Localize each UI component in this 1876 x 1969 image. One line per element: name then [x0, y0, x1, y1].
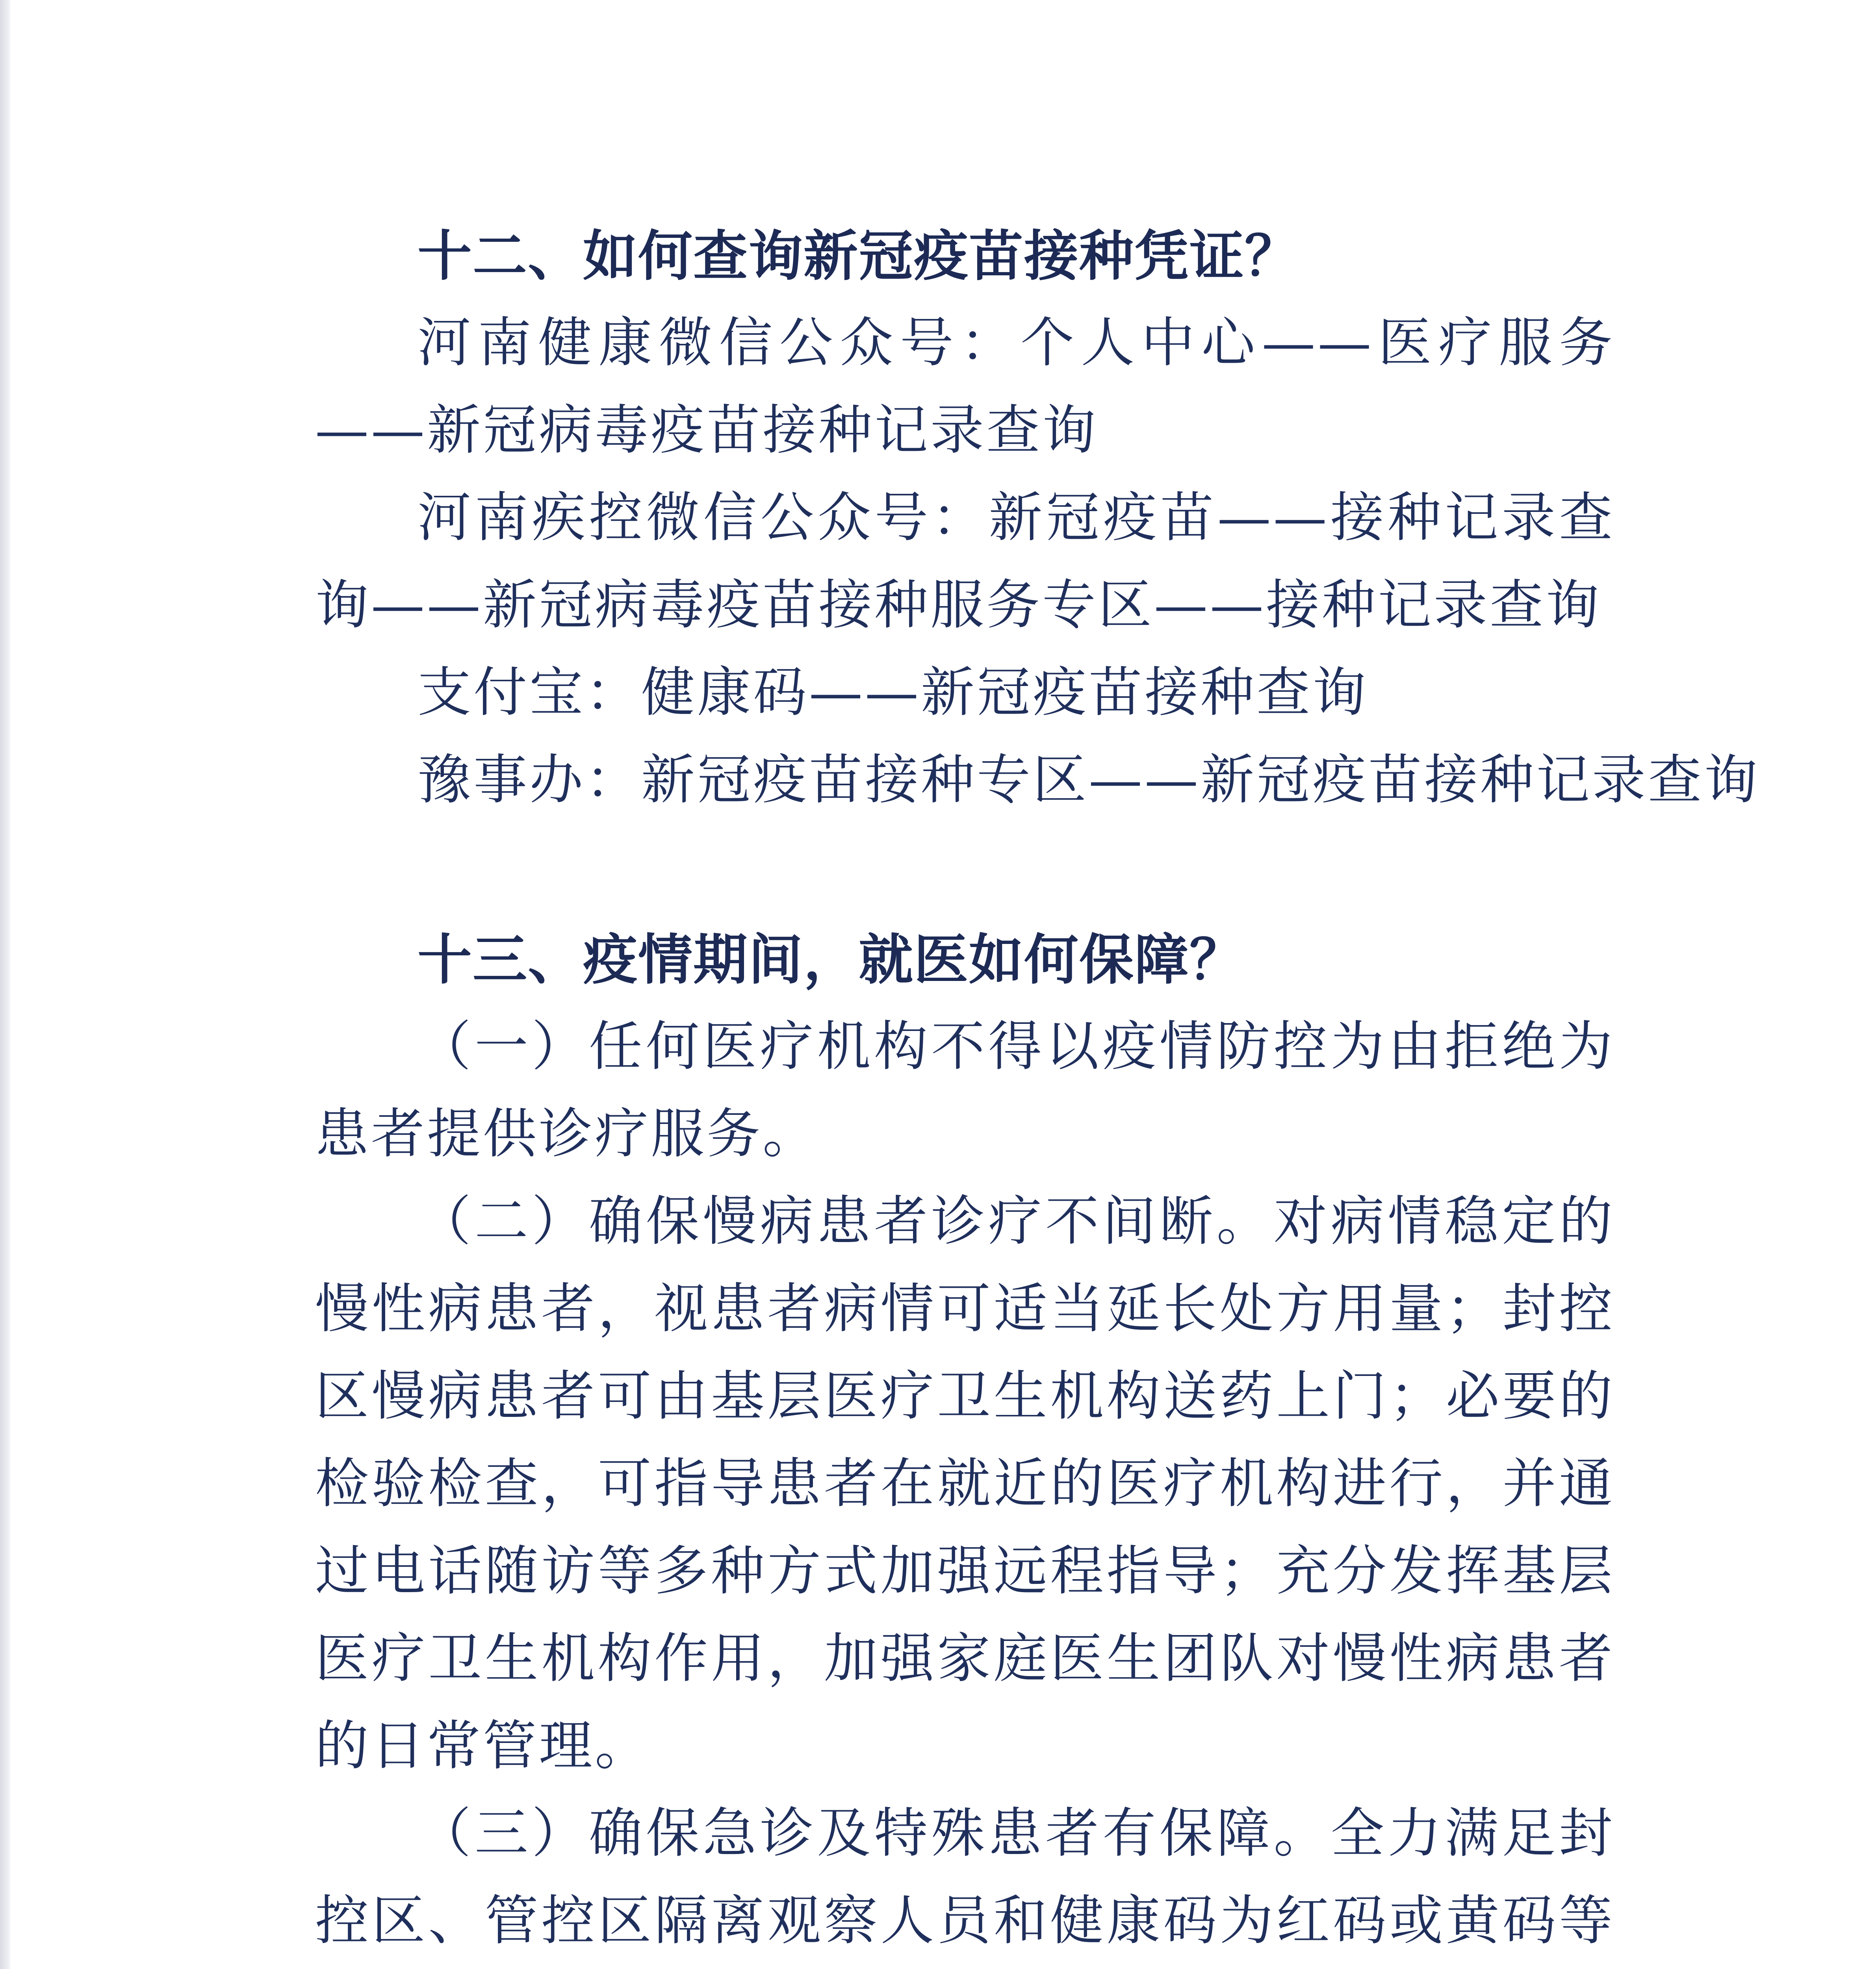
section-12-heading: 十二、如何查询新冠疫苗接种凭证？ — [418, 224, 1300, 288]
document-page — [315, 213, 1760, 1969]
section-12-item-henan-cdc: 河南疾控微信公众号：新冠疫苗——接种记录查询——新冠病毒疫苗接种服务专区——接种记录查询 — [315, 487, 1615, 636]
section-gap — [315, 824, 1615, 916]
section-12-item-alipay: 支付宝：健康码——新冠疫苗接种查询 — [418, 662, 1368, 724]
section-12-item-henan-health: 河南健康微信公众号：个人中心——医疗服务——新冠病毒疫苗接种记录查询 — [315, 312, 1615, 462]
section-13-paragraph-2: （二）确保慢病患者诊疗不间断。对病情稳定的慢性病患者，视患者病情可适当延长处方用量；封控区慢病患者可由基层医疗卫生机构送药上门；必要的检验检查，可指导患者在就近的医疗机构进行，并通过电话随访等多种方式加强远程指导；充分发挥基层医疗卫生机构作用，加强家庭医生团队对慢性病患者的日常管理。 — [315, 1190, 1615, 1777]
scan-edge-shadow — [0, 0, 10, 1969]
section-12-item-yushiban: 豫事办：新冠疫苗接种专区——新冠疫苗接种记录查询 — [418, 749, 1760, 811]
section-13-heading: 十三、疫情期间，就医如何保障？ — [418, 927, 1245, 992]
section-13-paragraph-1: （一）任何医疗机构不得以疫情防控为由拒绝为患者提供诊疗服务。 — [315, 1016, 1615, 1165]
section-13-paragraph-3: （三）确保急诊及特殊患者有保障。全力满足封控区、管控区隔离观察人员和健康码为红码或黄码等 — [315, 1802, 1615, 1952]
